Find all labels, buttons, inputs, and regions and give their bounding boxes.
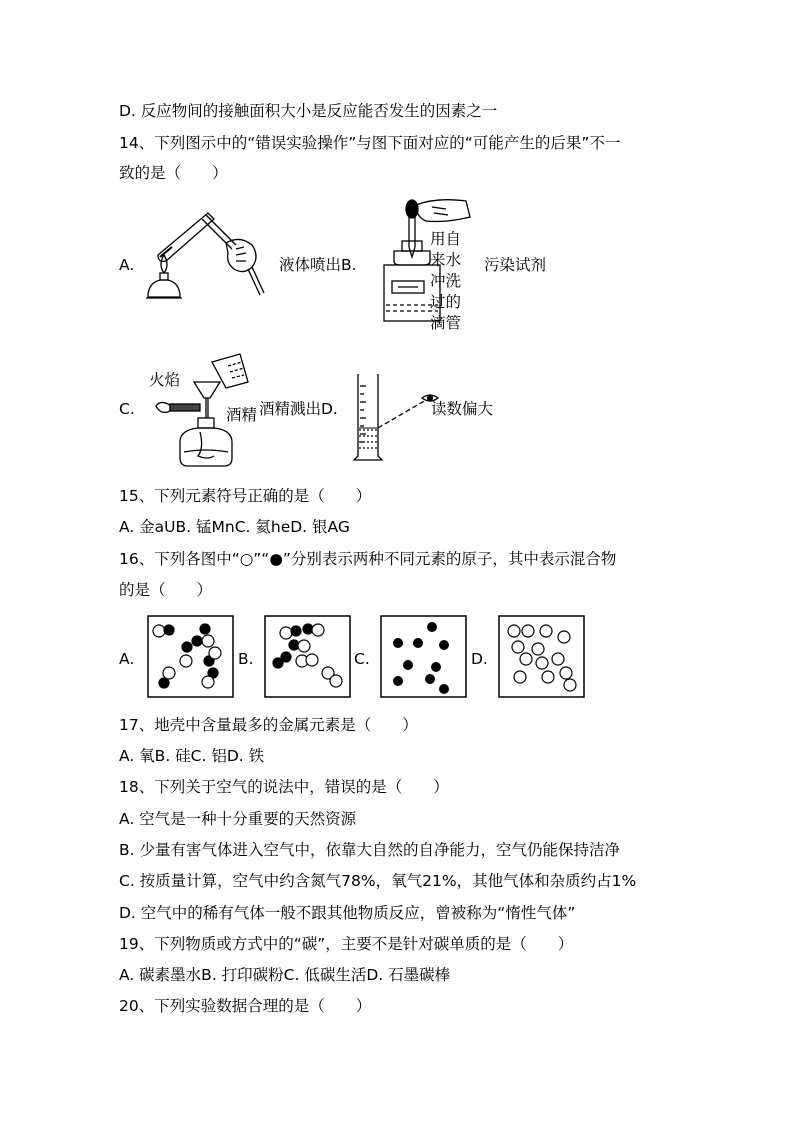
q19-stem: 19、下列物质或方式中的“碳”，主要不是针对碳单质的是（ ）	[119, 935, 574, 953]
q14-option-c-alcohol-label: 酒精	[226, 406, 258, 424]
q18-option-c: C. 按质量计算，空气中约含氮气78%，氧气21%，其他气体和杂质约占1%	[119, 872, 637, 890]
q20-stem: 20、下列实验数据合理的是（ ）	[119, 997, 372, 1015]
q14-option-b-consequence: 污染试剂	[484, 256, 547, 274]
q16-option-d-letter: D.	[471, 650, 488, 668]
q16-figure-a-particles	[147, 615, 234, 698]
q18-option-d: D. 空气中的稀有气体一般不跟其他物质反应，曾被称为“惰性气体”	[119, 904, 576, 922]
q14-option-d-consequence: 读数偏大	[431, 400, 494, 418]
q14-option-a-letter: A.	[119, 256, 135, 274]
q19-options: A. 碳素墨水B. 打印碳粉C. 低碳生活D. 石墨碳棒	[119, 966, 451, 984]
q14-stem-line1: 14、下列图示中的“错误实验操作”与图下面对应的“可能产生的后果”不一	[119, 134, 621, 152]
q13-option-d: D. 反应物间的接触面积大小是反应能否发生的因素之一	[119, 102, 498, 120]
q14-figure-a-heating-tube	[140, 205, 270, 315]
q16-option-a-letter: A.	[119, 650, 135, 668]
q16-option-c-letter: C.	[354, 650, 370, 668]
q14-option-a-consequence-and-b-letter: 液体喷出B.	[279, 256, 357, 274]
q18-option-a: A. 空气是一种十分重要的天然资源	[119, 810, 357, 828]
q16-option-b-letter: B.	[238, 650, 254, 668]
q14-option-c-consequence-and-d-letter: 酒精溅出D.	[259, 400, 338, 418]
q15-options: A. 金aUB. 锰MnC. 氦heD. 银AG	[119, 518, 350, 536]
q16-figure-d-particles	[498, 615, 585, 698]
q14-option-c-flame-label: 火焰	[149, 371, 181, 389]
q16-figure-c-particles	[380, 615, 467, 698]
q18-stem: 18、下列关于空气的说法中，错误的是（ ）	[119, 778, 449, 796]
q16-stem-line2: 的是（ ）	[119, 581, 213, 599]
q16-figure-b-particles	[264, 615, 351, 698]
q14-option-b-label: 用自 来水 冲洗 过的 滴管	[430, 230, 462, 332]
q14-option-c-letter: C.	[119, 400, 135, 418]
q17-options: A. 氧B. 硅C. 铝D. 铁	[119, 747, 265, 765]
q18-option-b: B. 少量有害气体进入空气中，依靠大自然的自净能力，空气仍能保持洁净	[119, 841, 620, 859]
q14-stem-line2: 致的是（ ）	[119, 164, 228, 182]
q15-stem: 15、下列元素符号正确的是（ ）	[119, 487, 372, 505]
q16-stem-line1: 16、下列各图中“○”“●”分别表示两种不同元素的原子，其中表示混合物	[119, 550, 617, 568]
q17-stem: 17、地壳中含量最多的金属元素是（ ）	[119, 716, 418, 734]
